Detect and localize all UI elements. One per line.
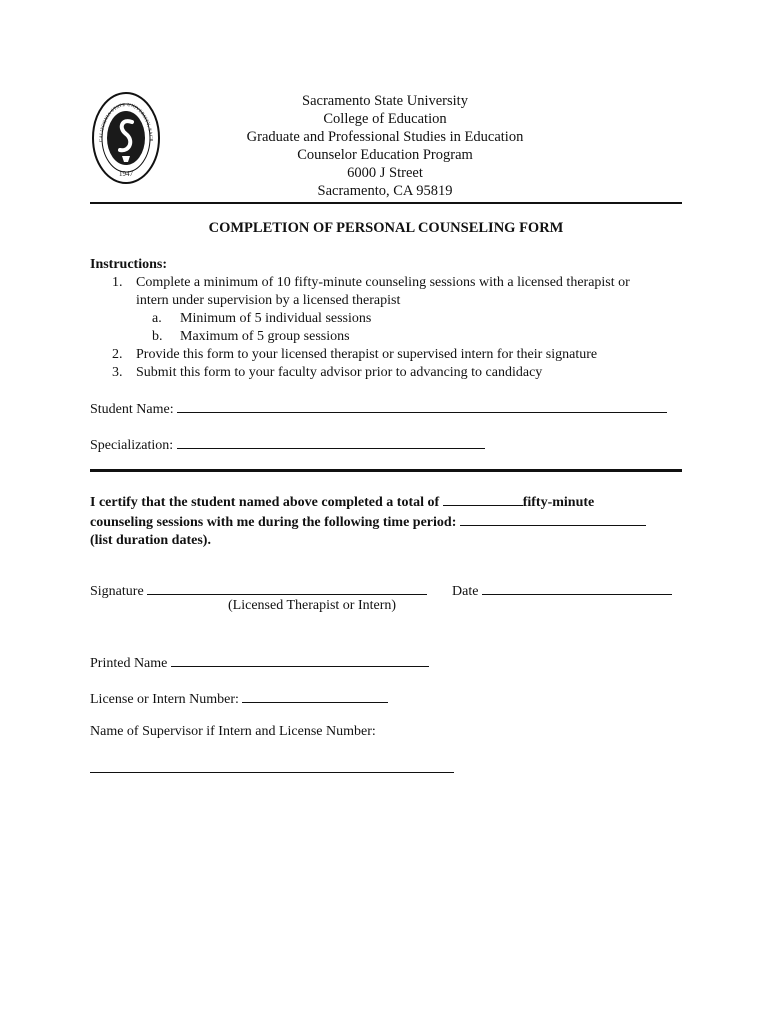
university-name: Sacramento State University (302, 93, 468, 109)
date-row (452, 580, 672, 600)
supervisor-field[interactable] (90, 772, 454, 773)
instruction-subitem: b. Maximum of 5 group sessions (152, 329, 350, 344)
printed-name-label: Printed Name (90, 656, 168, 671)
instruction-subitem: a. Minimum of 5 individual sessions (152, 311, 372, 326)
student-name-label: Student Name: (90, 402, 174, 417)
university-seal-logo (92, 92, 160, 184)
college-name: College of Education (323, 111, 447, 127)
signature-row (90, 580, 427, 600)
instructions (90, 256, 690, 382)
signature-label: Signature (90, 584, 144, 599)
signature-field[interactable] (147, 580, 427, 595)
letterhead (180, 92, 590, 200)
department-name: Graduate and Professional Studies in Education (246, 129, 524, 145)
certification-text-3: (list duration dates). (90, 533, 211, 548)
printed-name-row (90, 652, 429, 672)
certification-text-1b: fifty-minute (522, 495, 595, 510)
license-field[interactable] (242, 688, 388, 703)
instruction-item: 2. Provide this form to your licensed therapist or supervised intern for their signature (112, 347, 598, 362)
seal-year: 1947 (119, 170, 133, 178)
instructions-heading: Instructions: (90, 257, 168, 272)
instruction-item-continued: intern under supervision by a licensed therapist (136, 293, 401, 308)
certification-text-2: counseling sessions with me during the following time period: (90, 515, 457, 530)
certification-text-1: I certify that the student named above completed a total of (90, 495, 440, 510)
street-address: 6000 J Street (347, 165, 423, 181)
signature-caption: (Licensed Therapist or Intern) (228, 598, 397, 613)
section-divider (90, 469, 682, 472)
supervisor-label: Name of Supervisor if Intern and License Number: (90, 724, 376, 739)
license-row (90, 688, 388, 708)
date-label: Date (452, 584, 479, 599)
instruction-item: 3. Submit this form to your faculty advisor prior to advancing to candidacy (112, 365, 543, 380)
student-name-row (90, 398, 667, 418)
license-label: License or Intern Number: (90, 692, 239, 707)
seal-text: CALIFORNIA STATE UNIVERSITY, SACR (97, 101, 155, 143)
city-address: Sacramento, CA 95819 (317, 183, 453, 199)
instruction-item: 1. Complete a minimum of 10 fifty-minute counseling sessions with a licensed therapist or (112, 275, 630, 290)
session-total-field[interactable] (443, 492, 523, 506)
date-field[interactable] (482, 580, 672, 595)
program-name: Counselor Education Program (297, 147, 473, 163)
time-period-field[interactable] (460, 512, 646, 526)
supervisor-row (90, 724, 376, 740)
specialization-row (90, 434, 485, 454)
specialization-field[interactable] (177, 434, 485, 449)
header-divider (90, 202, 682, 204)
specialization-label: Specialization: (90, 438, 174, 453)
form-title: COMPLETION OF PERSONAL COUNSELING FORM (208, 220, 564, 236)
certification-statement (90, 492, 690, 550)
student-name-field[interactable] (177, 398, 667, 413)
printed-name-field[interactable] (171, 652, 429, 667)
